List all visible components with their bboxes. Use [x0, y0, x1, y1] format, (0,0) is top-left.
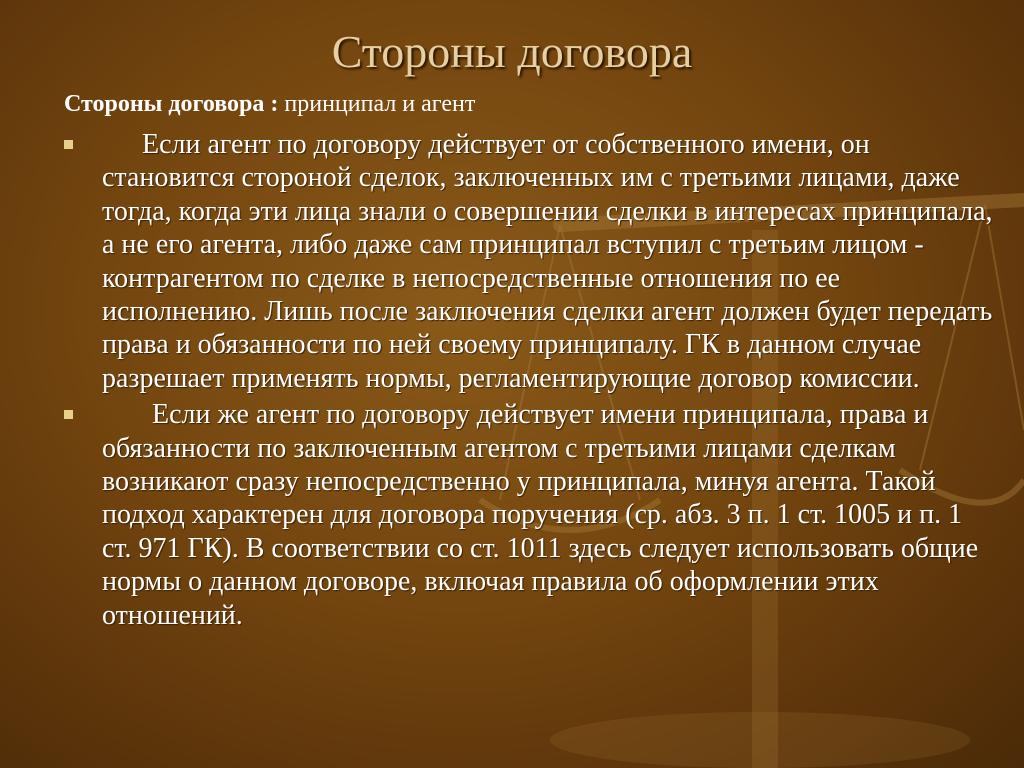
- bullet-text-own-name: Если агент по договору действует от собственного имени, он становится стороной сделок, заключенных им с третьими лицами, даже тогда, когда эти лица знали о совершении сделки в интересах принципала, а не его агента, либо даже сам принципал вступил с третьим лицом - контрагентом по сделке в непосредственные отношения по ее исполнению. Лишь после заключения сделки агент должен будет передать права и обязанности по ней своему принципалу. ГК в данном случае разрешает применять нормы, регламентирующие договор комиссии.: [102, 129, 993, 394]
- bullet-text-principal-name: Если же агент по договору действует имени принципала, права и обязанности по заключенным агентом с третьими лицами сделкам возникают сразу непосредственно у принципала, минуя агента. Такой подход характерен для договора поручения (ср. абз. 3 п. 1 ст. 1005 и п. 1 ст. 971 ГК). В соответствии со ст. 1011 здесь следует использовать общие нормы о данном договоре, включая правила об оформлении этих отношений.: [102, 399, 979, 631]
- scales-base: [550, 712, 970, 768]
- square-bullet-icon: [64, 140, 73, 149]
- bullet-list: [64, 128, 994, 635]
- subtitle-text: принципал и агент: [284, 91, 476, 117]
- subtitle-bold-label: Стороны договора :: [64, 91, 279, 117]
- bullet-item-own-name: [64, 128, 994, 395]
- bullet-item-principal-name: [64, 398, 994, 632]
- slide-title: Стороны договора: [331, 26, 693, 77]
- slide-subtitle: [64, 88, 475, 120]
- square-bullet-icon: [64, 410, 73, 419]
